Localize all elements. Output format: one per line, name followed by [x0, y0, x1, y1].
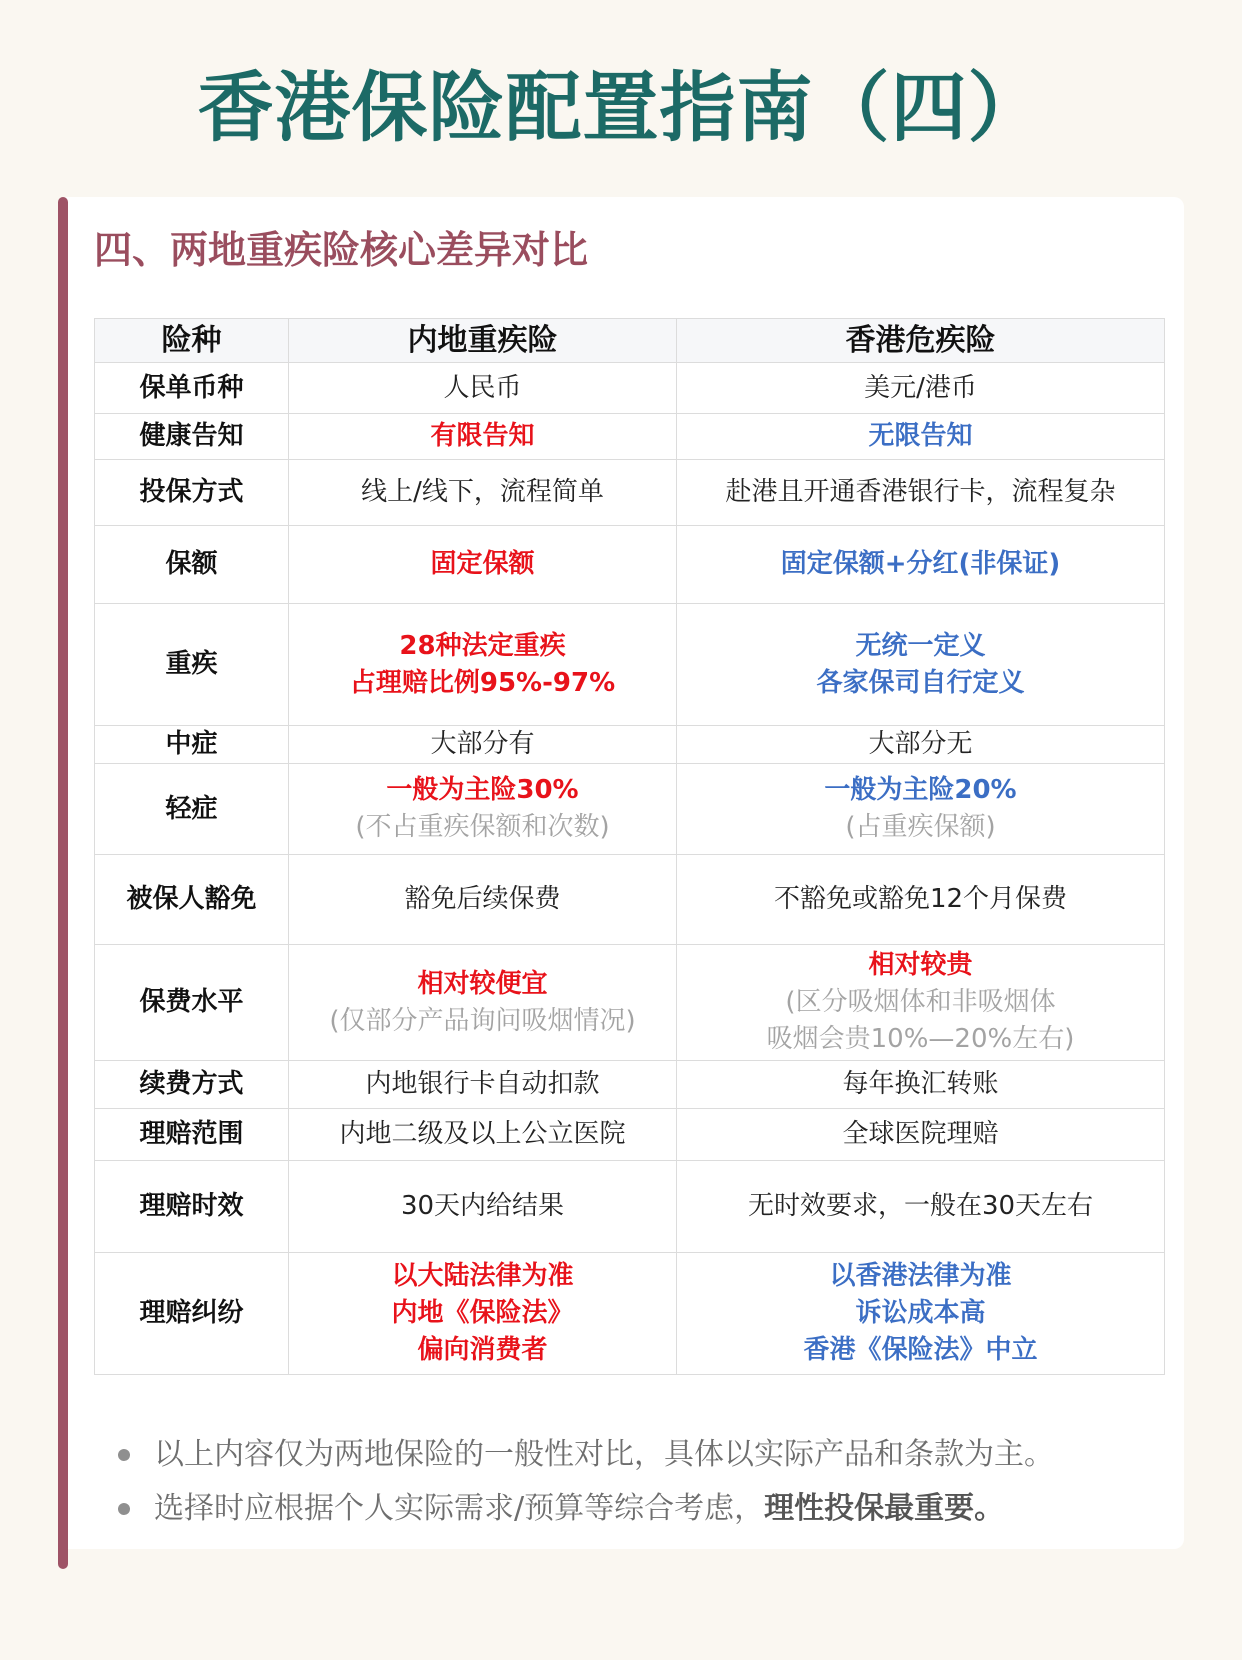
mainland-cell: 豁免后续保费 — [289, 855, 677, 945]
section-title: 四、两地重疾险核心差异对比 — [94, 228, 589, 272]
mainland-cell: 30天内给结果 — [289, 1161, 677, 1253]
note-emphasis: 理性投保最重要。 — [764, 1491, 1005, 1526]
table-row — [95, 1061, 1165, 1109]
list-item — [118, 1482, 1168, 1536]
mainland-cell: 内地二级及以上公立医院 — [289, 1109, 677, 1161]
table-row — [95, 1161, 1165, 1253]
comparison-table — [94, 318, 1165, 1375]
mainland-cell: 一般为主险30% (不占重疾保额和次数) — [289, 764, 677, 855]
accent-bar — [58, 197, 68, 1569]
row-label: 轻症 — [95, 764, 289, 855]
hk-cell: 以香港法律为准 诉讼成本高 香港《保险法》中立 — [677, 1253, 1165, 1375]
table-row — [95, 1253, 1165, 1375]
row-label: 健康告知 — [95, 414, 289, 460]
mainland-cell: 线上/线下，流程简单 — [289, 460, 677, 526]
row-label: 理赔纠纷 — [95, 1253, 289, 1375]
row-label: 中症 — [95, 726, 289, 764]
mainland-cell: 人民币 — [289, 363, 677, 414]
header-type: 险种 — [95, 319, 289, 363]
row-label: 续费方式 — [95, 1061, 289, 1109]
hk-cell: 无限告知 — [677, 414, 1165, 460]
mainland-cell: 内地银行卡自动扣款 — [289, 1061, 677, 1109]
hk-cell: 赴港且开通香港银行卡，流程复杂 — [677, 460, 1165, 526]
note-text: 以上内容仅为两地保险的一般性对比，具体以实际产品和条款为主。 — [154, 1437, 1054, 1472]
mainland-cell: 大部分有 — [289, 726, 677, 764]
hk-cell: 无统一定义 各家保司自行定义 — [677, 604, 1165, 726]
page-title: 香港保险配置指南（四） — [197, 63, 1045, 152]
row-label: 保单币种 — [95, 363, 289, 414]
hk-cell: 无时效要求，一般在30天左右 — [677, 1161, 1165, 1253]
note-text: 选择时应根据个人实际需求/预算等综合考虑， — [154, 1491, 765, 1526]
header-mainland: 内地重疾险 — [289, 319, 677, 363]
row-label: 保费水平 — [95, 945, 289, 1061]
hk-cell: 全球医院理赔 — [677, 1109, 1165, 1161]
mainland-cell: 相对较便宜 (仅部分产品询问吸烟情况) — [289, 945, 677, 1061]
row-label: 重疾 — [95, 604, 289, 726]
notes-list — [118, 1428, 1168, 1536]
bullet-icon — [118, 1503, 130, 1515]
mainland-cell: 28种法定重疾 占理赔比例95%-97% — [289, 604, 677, 726]
table-row — [95, 604, 1165, 726]
row-label: 保额 — [95, 526, 289, 604]
bullet-icon — [118, 1449, 130, 1461]
hk-cell: 不豁免或豁免12个月保费 — [677, 855, 1165, 945]
row-label: 被保人豁免 — [95, 855, 289, 945]
mainland-cell: 有限告知 — [289, 414, 677, 460]
hk-cell: 每年换汇转账 — [677, 1061, 1165, 1109]
table-header-row — [95, 319, 1165, 363]
row-label: 理赔范围 — [95, 1109, 289, 1161]
hk-cell: 相对较贵 (区分吸烟体和非吸烟体 吸烟会贵10%—20%左右) — [677, 945, 1165, 1061]
table-row — [95, 414, 1165, 460]
row-label: 理赔时效 — [95, 1161, 289, 1253]
table-row — [95, 460, 1165, 526]
list-item — [118, 1428, 1168, 1482]
table-row — [95, 363, 1165, 414]
table-row — [95, 526, 1165, 604]
table-row — [95, 945, 1165, 1061]
hk-cell: 大部分无 — [677, 726, 1165, 764]
mainland-cell: 以大陆法律为准 内地《保险法》 偏向消费者 — [289, 1253, 677, 1375]
hk-cell: 固定保额+分红(非保证) — [677, 526, 1165, 604]
hk-cell: 美元/港币 — [677, 363, 1165, 414]
row-label: 投保方式 — [95, 460, 289, 526]
header-hk: 香港危疾险 — [677, 319, 1165, 363]
table-row — [95, 855, 1165, 945]
hk-cell: 一般为主险20% (占重疾保额) — [677, 764, 1165, 855]
table-row — [95, 764, 1165, 855]
table-row — [95, 726, 1165, 764]
mainland-cell: 固定保额 — [289, 526, 677, 604]
table-row — [95, 1109, 1165, 1161]
